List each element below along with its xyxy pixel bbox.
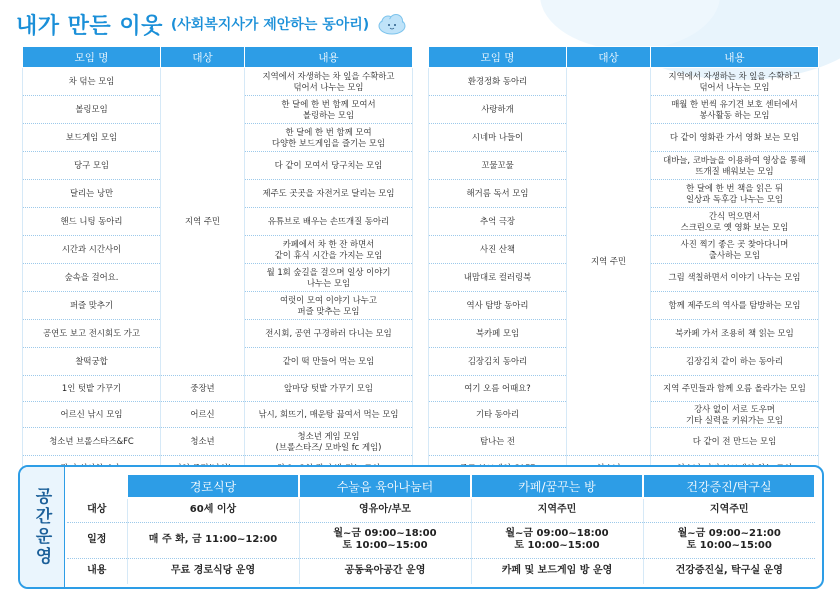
space-cell: 카페 및 보드게임 방 운영	[471, 558, 643, 584]
title-subtitle: (사회복지사가 제안하는 동아리)	[170, 17, 370, 33]
club-target: 어르신	[161, 402, 245, 428]
cloud-icon	[377, 13, 407, 35]
club-content: 지역에서 자생하는 차 잎을 수확하고 덖어서 나누는 모임	[651, 68, 819, 96]
space-row-label: 대상	[67, 498, 127, 522]
club-name: 핸드 니팅 동아리	[23, 208, 161, 236]
club-content: 한 달에 한 번 함께 모여 다양한 보드게임을 즐기는 모임	[245, 124, 413, 152]
space-header-senior-cafeteria: 경로식당	[127, 474, 299, 498]
club-name: 청소년 브롤스타즈&FC	[23, 428, 161, 456]
club-content: 앞마당 텃밭 가꾸기 모임	[245, 376, 413, 402]
header-target: 대상	[161, 47, 245, 68]
club-name: 찰떡궁합	[23, 348, 161, 376]
table-row	[23, 376, 413, 402]
right-club-table	[428, 46, 819, 482]
table-header-row	[429, 47, 819, 68]
header-content: 내용	[245, 47, 413, 68]
club-content: 지역에서 자생하는 차 잎을 수확하고 덖어서 나누는 모임	[245, 68, 413, 96]
space-cell: 공동육아공간 운영	[299, 558, 471, 584]
club-target: 지역 주민	[567, 68, 651, 456]
club-name: 탐나는 전	[429, 428, 567, 456]
club-name: 사랑하개	[429, 96, 567, 124]
club-content: 제주도 곳곳을 자전거로 달리는 모임	[245, 180, 413, 208]
header-target: 대상	[567, 47, 651, 68]
club-content: 카페에서 차 한 잔 하면서 같이 휴식 시간을 가지는 모임	[245, 236, 413, 264]
club-name: 환경정화 동아리	[429, 68, 567, 96]
space-row	[67, 522, 815, 558]
left-club-table	[22, 46, 413, 482]
club-content: 김장김치 같이 하는 동아리	[651, 348, 819, 376]
space-row-label: 일정	[67, 522, 127, 558]
club-content: 대바늘, 코바늘을 이용하여 영상을 통해 뜨개질 배워보는 모임	[651, 152, 819, 180]
club-name: 내맘대로 컬러링북	[429, 264, 567, 292]
table-header-row	[23, 47, 413, 68]
club-content: 여럿이 모여 이야기 나누고 퍼즐 맞추는 모임	[245, 292, 413, 320]
header-content: 내용	[651, 47, 819, 68]
club-name: 북카페 모임	[429, 320, 567, 348]
club-name: 시간과 시간사이	[23, 236, 161, 264]
club-name: 퍼즐 맞추기	[23, 292, 161, 320]
header-club-name: 모임 명	[429, 47, 567, 68]
space-side-label	[20, 467, 65, 587]
club-name: 역사 탐방 동아리	[429, 292, 567, 320]
space-operation-table	[66, 473, 816, 584]
club-name: 보드게임 모임	[23, 124, 161, 152]
title-main: 내가 만든 이웃	[16, 13, 163, 39]
club-target: 중장년	[161, 376, 245, 402]
club-target: 청소년	[161, 428, 245, 456]
club-name: 사진 산책	[429, 236, 567, 264]
club-content: 사진 찍기 좋은 곳 찾아다니며 출사하는 모임	[651, 236, 819, 264]
club-name: 숲속을 걸어요.	[23, 264, 161, 292]
space-header-health: 건강증진/탁구실	[643, 474, 815, 498]
club-target: 지역 주민	[161, 68, 245, 376]
club-name: 볼링모임	[23, 96, 161, 124]
club-name: 당구 모임	[23, 152, 161, 180]
club-name: 해거름 독서 모임	[429, 180, 567, 208]
club-content: 매월 한 번씩 유기견 보호 센터에서 봉사활동 하는 모임	[651, 96, 819, 124]
space-row	[67, 558, 815, 584]
club-name: 추억 극장	[429, 208, 567, 236]
space-row-label: 내용	[87, 565, 107, 576]
club-name: 꼬물꼬물	[429, 152, 567, 180]
space-cell: 월~금 09:00~21:00 토 10:00~15:00	[643, 522, 815, 558]
header-club-name: 모임 명	[23, 47, 161, 68]
space-cell: 60세 이상	[127, 498, 299, 522]
space-cell: 매 주 화, 금 11:00~12:00	[127, 522, 299, 558]
club-content: 함께 제주도의 역사를 탐방하는 모임	[651, 292, 819, 320]
club-content: 유튜브로 배우는 손뜨개질 동아리	[245, 208, 413, 236]
club-name: 김장김치 동아리	[429, 348, 567, 376]
table-row	[23, 68, 413, 96]
club-content: 월 1회 숲길을 걸으며 일상 이야기 나누는 모임	[245, 264, 413, 292]
club-content: 다 같이 영화관 가서 영화 보는 모임	[651, 124, 819, 152]
space-side-text: 공간운영	[31, 487, 52, 567]
page-title	[16, 6, 407, 42]
club-name: 시네마 나들이	[429, 124, 567, 152]
club-content: 다 같이 전 만드는 모임	[651, 428, 819, 456]
club-name: 기타 동아리	[429, 402, 567, 428]
table-row	[429, 68, 819, 96]
club-content: 전시회, 공연 구경하러 다니는 모임	[245, 320, 413, 348]
club-content: 다 같이 모여서 당구치는 모임	[245, 152, 413, 180]
club-content: 청소년 게임 모임 (브롤스타즈/ 모바일 fc 게임)	[245, 428, 413, 456]
space-header-blank	[67, 474, 127, 498]
table-row	[23, 428, 413, 456]
club-name: 1인 텃밭 가꾸기	[23, 376, 161, 402]
club-content: 한 달에 한 번 책을 읽은 뒤 일상과 독후감 나누는 모임	[651, 180, 819, 208]
space-cell: 건강증진실, 탁구실 운영	[643, 558, 815, 584]
club-name: 차 덖는 모임	[23, 68, 161, 96]
space-cell: 월~금 09:00~18:00 토 10:00~15:00	[471, 522, 643, 558]
space-cell: 무료 경로식당 운영	[127, 558, 299, 584]
space-operation-box	[18, 465, 824, 589]
club-name: 어르신 낚시 모임	[23, 402, 161, 428]
table-row	[23, 402, 413, 428]
space-header-cafe: 카페/꿈꾸는 방	[471, 474, 643, 498]
space-cell: 지역주민	[643, 498, 815, 522]
club-name: 공연도 보고 전시회도 가고	[23, 320, 161, 348]
space-row	[67, 498, 815, 522]
club-content: 낚시, 회뜨기, 매운탕 끓여서 먹는 모임	[245, 402, 413, 428]
club-name: 여기 오름 어때요?	[429, 376, 567, 402]
club-content: 같이 떡 만들어 먹는 모임	[245, 348, 413, 376]
club-name: 달리는 낭만	[23, 180, 161, 208]
club-content: 지역 주민들과 함께 오름 올라가는 모임	[651, 376, 819, 402]
space-cell: 영유아/부모	[299, 498, 471, 522]
club-content: 한 달에 한 번 함께 모여서 볼링하는 모임	[245, 96, 413, 124]
club-content: 그림 색칠하면서 이야기 나누는 모임	[651, 264, 819, 292]
club-content: 북카페 가서 조용히 책 읽는 모임	[651, 320, 819, 348]
space-cell: 월~금 09:00~18:00 토 10:00~15:00	[299, 522, 471, 558]
club-content: 강사 없이 서로 도우며 기타 실력을 키워가는 모임	[651, 402, 819, 428]
club-content: 간식 먹으면서 스크린으로 옛 영화 보는 모임	[651, 208, 819, 236]
space-cell: 지역주민	[471, 498, 643, 522]
space-header-row	[67, 474, 815, 498]
space-header-childcare: 수눌음 육아나눔터	[299, 474, 471, 498]
